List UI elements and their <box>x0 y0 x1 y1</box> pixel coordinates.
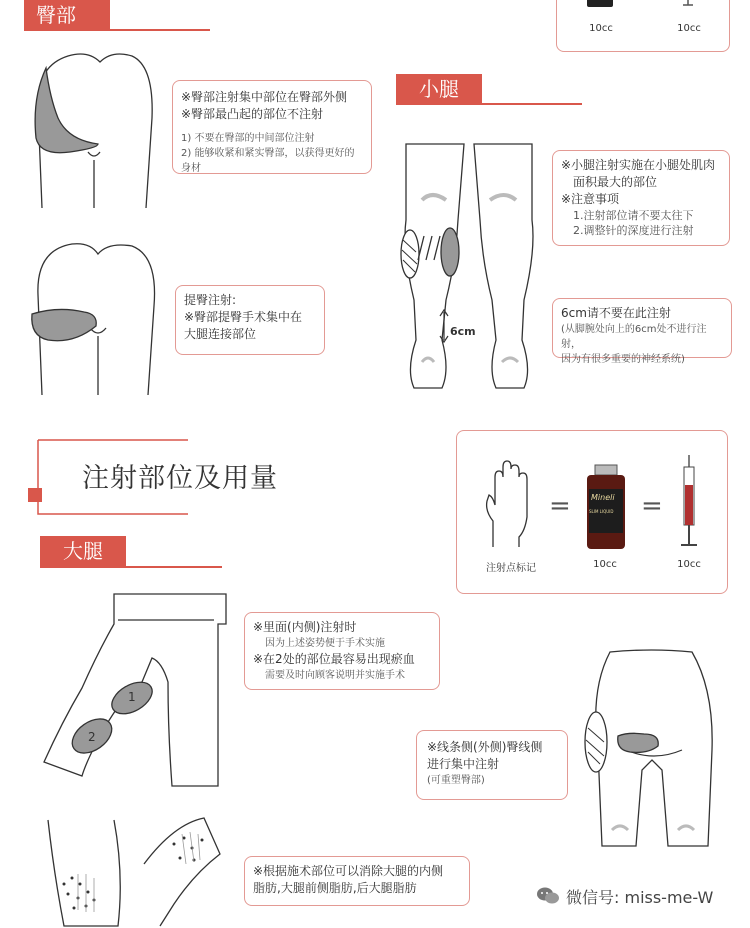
calf-legs-illustration <box>398 140 540 392</box>
vial-brand: Mineli <box>591 493 615 502</box>
note-subline: 因为有很多重要的神经系统) <box>561 354 685 365</box>
dosage-box <box>456 430 728 594</box>
note-line: 6cm请不要在此注射 <box>561 306 671 320</box>
note-line: ※根据施术部位可以消除大腿的内侧 <box>253 864 444 878</box>
note-line: 2.调整针的深度进行注射 <box>573 224 694 237</box>
section-label: 大腿 <box>63 539 103 563</box>
vial-icon <box>585 465 627 549</box>
section-tag-hip <box>24 0 110 30</box>
hand-icon <box>483 461 533 549</box>
note-line: 因为上述姿势便于手术实施 <box>265 638 385 649</box>
note-line: 提臀注射: <box>184 293 237 307</box>
section-tag-thigh <box>40 536 126 566</box>
page-title: 注射部位及用量 <box>82 463 278 494</box>
note-line: 脂肪,大腿前侧脂肪,后大腿脂肪 <box>253 881 417 895</box>
marker-2: 2 <box>88 730 96 744</box>
syringe-caption: 10cc <box>677 23 701 34</box>
syringe-icon <box>681 0 695 11</box>
note-line: ※臀部提臀手术集中在 <box>184 310 303 324</box>
note-line: ※小腿注射实施在小腿处肌肉 <box>561 158 716 172</box>
calf-measure-label: 6cm <box>450 325 476 338</box>
thigh-note-3 <box>244 856 470 906</box>
thigh-note-1 <box>244 612 440 690</box>
calf-note-2 <box>552 298 732 365</box>
note-line: ※注意事项 <box>561 192 620 206</box>
hand-caption: 注射点标记 <box>486 563 536 574</box>
syringe-icon <box>679 455 699 555</box>
note-line: ※臀部注射集中部位在臀部外侧 <box>181 90 348 104</box>
note-line: 进行集中注射 <box>427 757 500 771</box>
note-line: ※臀部最凸起的部位不注射 <box>181 107 324 121</box>
calf-note-1 <box>552 150 730 246</box>
thigh-inner-illustration <box>42 592 230 788</box>
note-subline: 1) 不要在臀部的中间部位注射 <box>181 133 315 144</box>
watermark <box>536 884 736 908</box>
section-label: 臀部 <box>36 3 76 27</box>
section-underline <box>396 103 582 105</box>
note-line: ※在2处的部位最容易出现瘀血 <box>253 652 415 666</box>
wechat-icon <box>536 886 560 906</box>
equals-sign: = <box>549 491 571 521</box>
note-line: 需要及时向顾客说明并实施手术 <box>265 670 405 681</box>
note-line: ※线条侧(外侧)臀线侧 <box>427 740 543 754</box>
marker-1: 1 <box>128 690 136 704</box>
section-underline <box>24 29 210 31</box>
note-subline: (从脚腕处向上的6cm处不进行注射， <box>561 324 707 350</box>
section-label: 小腿 <box>419 77 459 101</box>
note-subline: (可重塑臀部) <box>427 775 485 786</box>
note-line: 1.注射部位请不要太往下 <box>573 209 694 222</box>
section-tag-calf <box>396 74 482 104</box>
thigh-note-2 <box>416 730 568 800</box>
watermark-text: 微信号: miss-me-W <box>566 887 714 907</box>
equals-sign: = <box>641 491 663 521</box>
note-subline: 2) 能够收紧和紧实臀部，以获得更好的身材 <box>181 148 355 174</box>
dosage-box-top <box>556 0 730 52</box>
note-line: ※里面(内侧)注射时 <box>253 620 357 634</box>
vial-caption: 10cc <box>593 559 617 570</box>
hip-lift-illustration <box>28 240 163 400</box>
section-underline <box>40 566 222 568</box>
thigh-hand-illustration <box>34 814 234 928</box>
syringe-caption: 10cc <box>677 559 701 570</box>
vial-caption: 10cc <box>589 23 613 34</box>
vial-icon <box>585 0 615 11</box>
vial-subtitle: SLIM LIQUID <box>589 509 614 514</box>
note-line: 面积最大的部位 <box>573 175 658 189</box>
hip-note-1 <box>172 80 372 174</box>
thigh-rear-illustration <box>582 650 716 848</box>
hip-rear-illustration <box>28 48 158 213</box>
hip-note-2 <box>175 285 325 355</box>
note-line: 大腿连接部位 <box>184 327 257 341</box>
